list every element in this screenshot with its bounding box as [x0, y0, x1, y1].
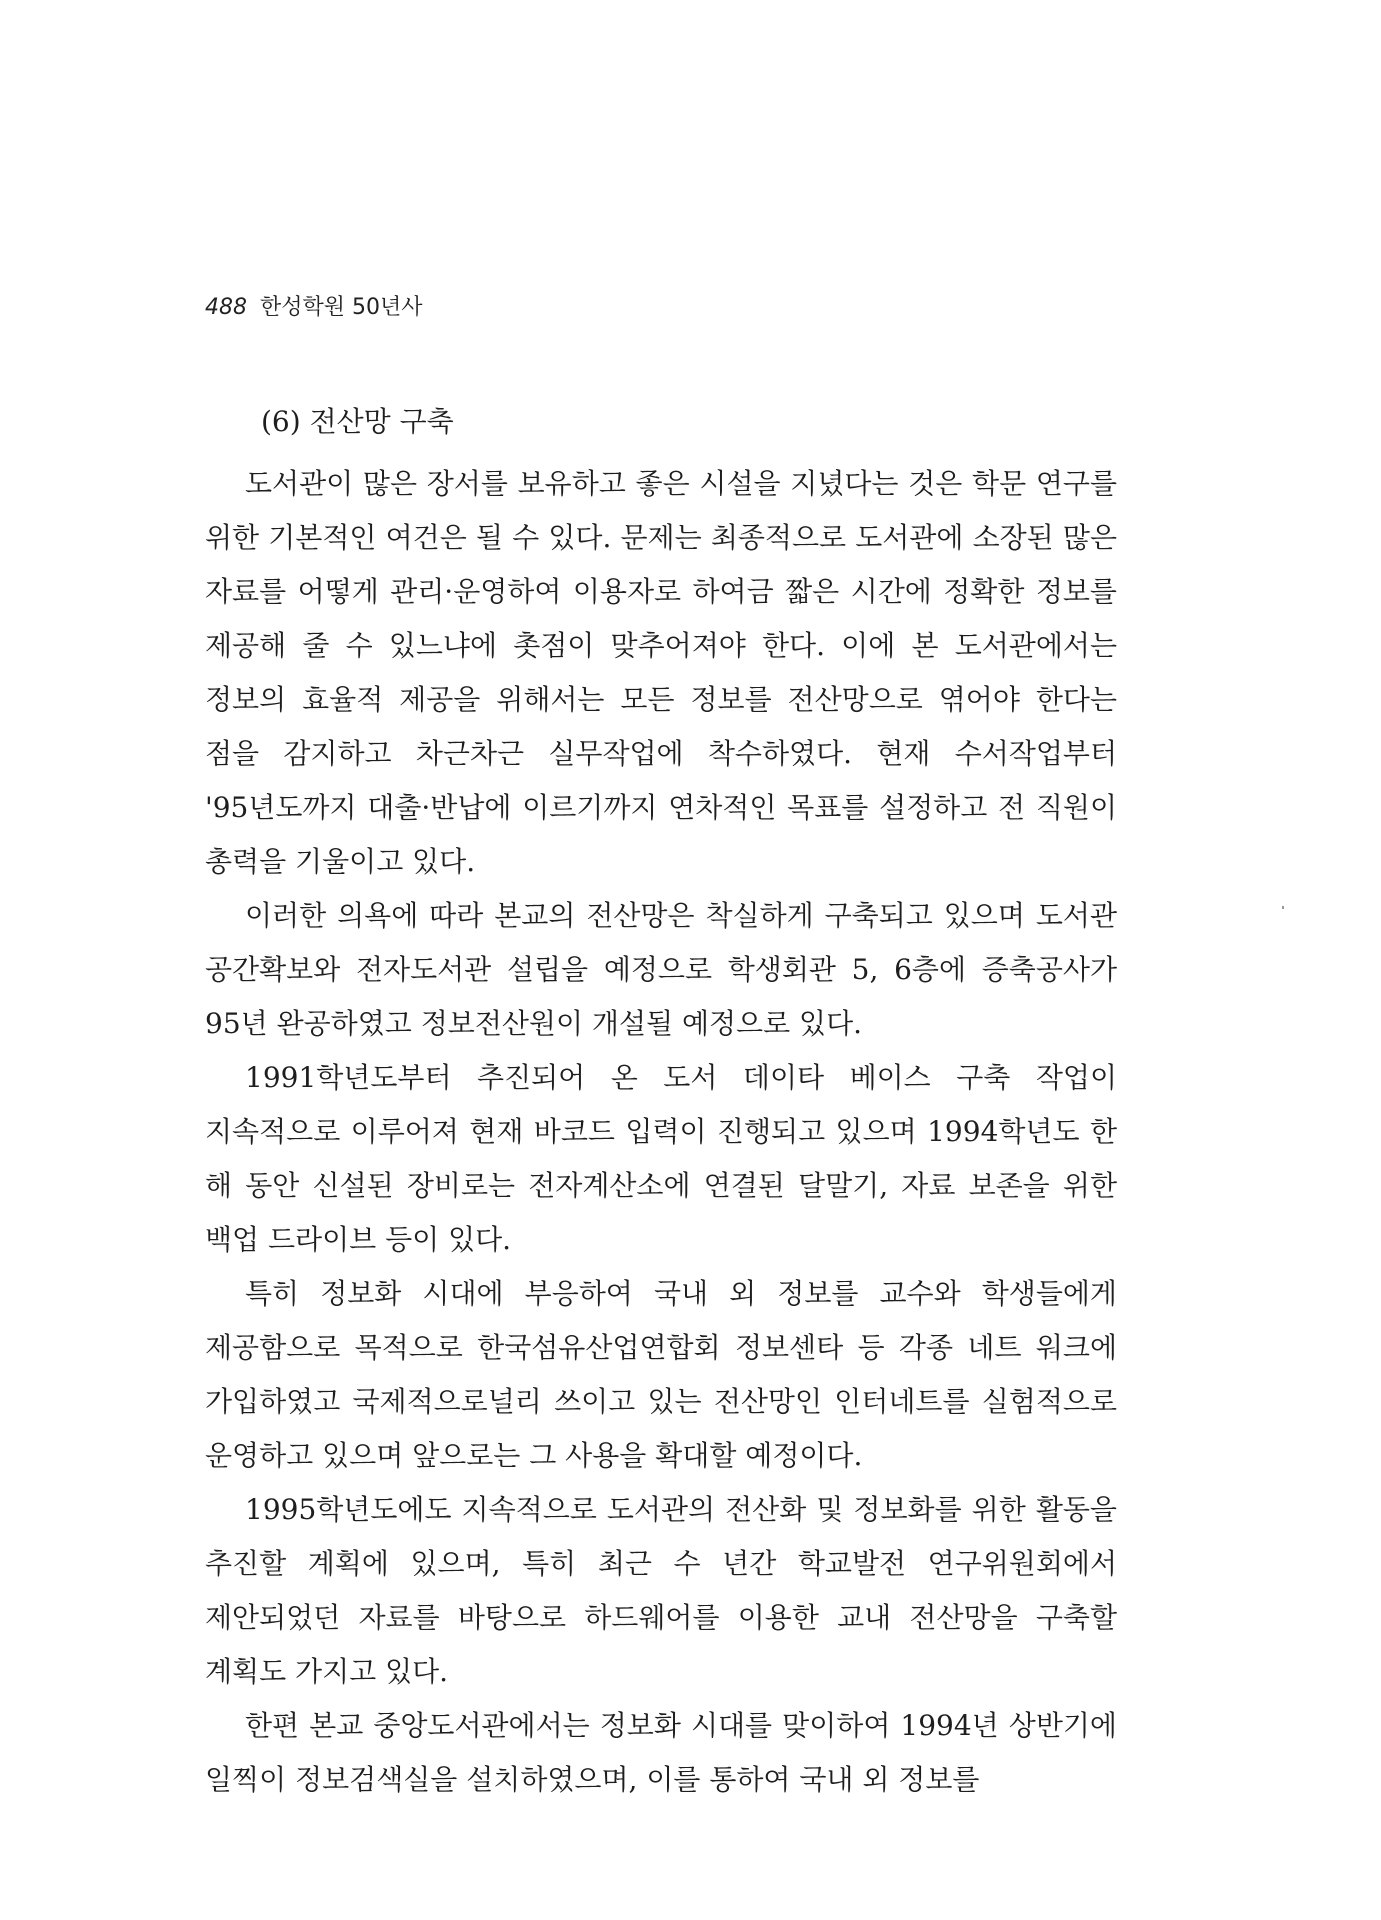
book-title: 한성학원 50년사 [260, 295, 423, 320]
paragraph: 1991학년도부터 추진되어 온 도서 데이타 베이스 구축 작업이 지속적으로 이루어져 현재 바코드 입력이 진행되고 있으며 1994학년도 한 해 동안 신설된 장비로는 전자계산소에 연결된 달말기, 자료 보존을 위한 백업 드라이브 등이 있다. [205, 1061, 1117, 1256]
paragraph: 이러한 의욕에 따라 본교의 전산망은 착실하게 구축되고 있으며 도서관 공간확보와 전자도서관 설립을 예정으로 학생회관 5, 6층에 증축공사가 95년 완공하였고 정보전산원이 개설될 예정으로 있다. [205, 899, 1117, 1040]
section-heading: (6) 전산망 구축 [261, 405, 454, 438]
scan-speck [1282, 906, 1284, 909]
paragraph: 한편 본교 중앙도서관에서는 정보화 시대를 맞이하여 1994년 상반기에 일찍이 정보검색실을 설치하였으며, 이를 통하여 국내 외 정보를 [205, 1709, 1117, 1796]
paragraph: 1995학년도에도 지속적으로 도서관의 전산화 및 정보화를 위한 활동을 추진할 계획에 있으며, 특히 최근 수 년간 학교발전 연구위원회에서 제안되었던 자료를 바탕으로 하드웨어를 이용한 교내 전산망을 구축할 계획도 가지고 있다. [205, 1493, 1117, 1688]
main-content [205, 395, 1117, 1807]
paragraph: 특히 정보화 시대에 부응하여 국내 외 정보를 교수와 학생들에게 제공함으로 목적으로 한국섬유산업연합회 정보센타 등 각종 네트 워크에 가입하였고 국제적으로널리 쓰이고 있는 전산망인 인터네트를 실험적으로 운영하고 있으며 앞으로는 그 사용을 확대할 예정이다. [205, 1277, 1117, 1472]
paragraph: 도서관이 많은 장서를 보유하고 좋은 시설을 지녔다는 것은 학문 연구를 위한 기본적인 여건은 될 수 있다. 문제는 최종적으로 도서관에 소장된 많은 자료를 어떻게 관리·운영하여 이용자로 하여금 짧은 시간에 정확한 정보를 제공해 줄 수 있느냐에 촛점이 맞추어져야 한다. 이에 본 도서관에서는 정보의 효율적 제공을 위해서는 모든 정보를 전산망으로 엮어야 한다는 점을 감지하고 차근차근 실무작업에 착수하였다. 현재 수서작업부터 '95년도까지 대출·반납에 이르기까지 연차적인 목표를 설정하고 전 직원이 총력을 기울이고 있다. [205, 467, 1117, 878]
page-number: 488 [205, 295, 247, 320]
running-header [205, 290, 423, 321]
